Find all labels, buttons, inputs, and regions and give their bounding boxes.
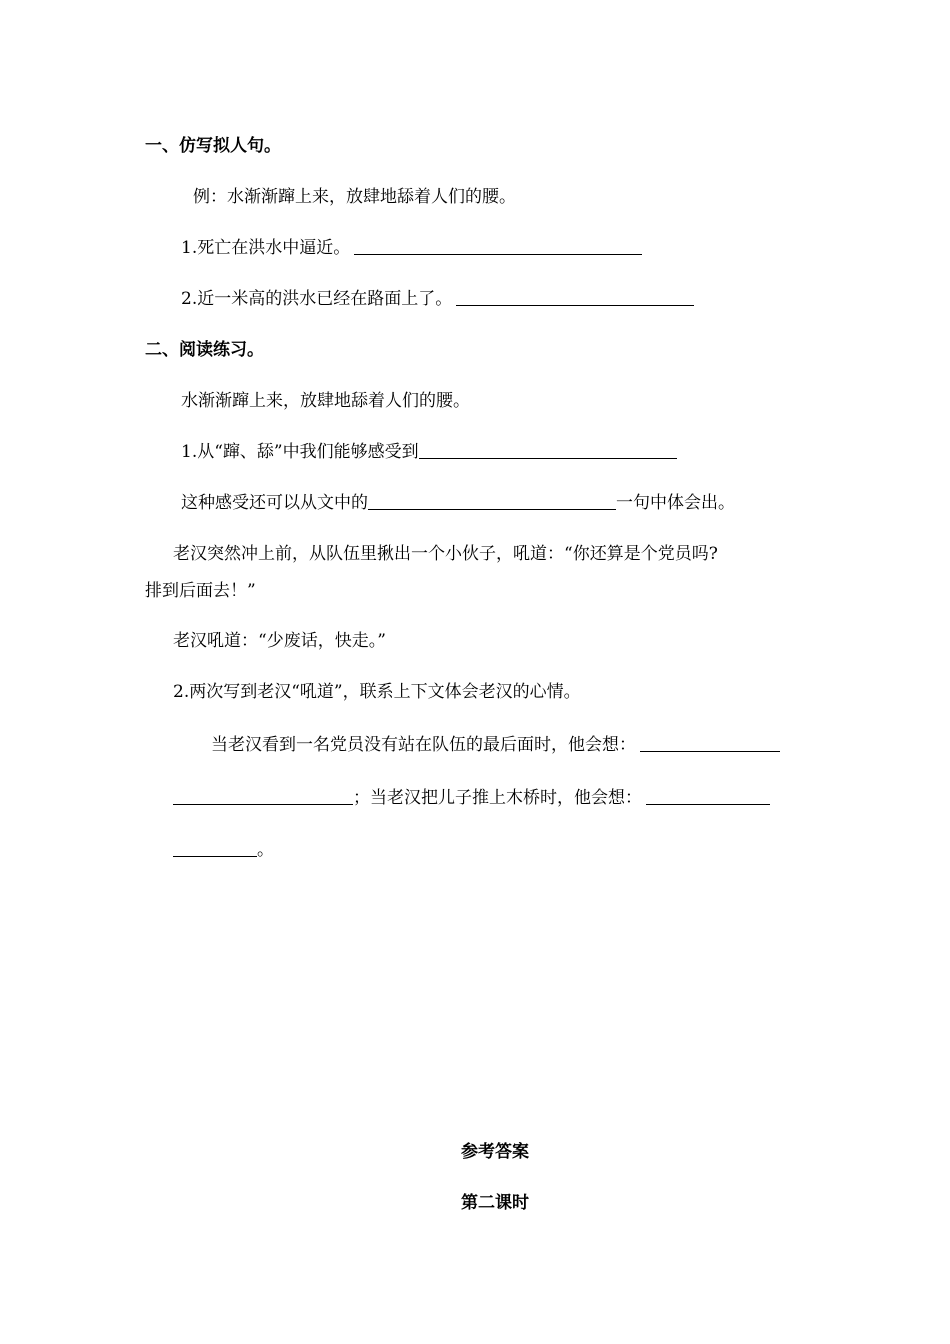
section-heading-2: 二、阅读练习。 [145,340,264,360]
passage-3: 老汉吼道：“少废话，快走。” [173,631,386,651]
answer-blank-2-2b[interactable] [173,786,353,805]
passage-2-line-2: 排到后面去！” [145,581,256,601]
question-2-2-answer-line-2 [173,786,770,810]
question-2-1-part2 [181,491,735,515]
question-1-1-text: 1.死亡在洪水中逼近。 [181,238,351,258]
question-2-2: 2.两次写到老汉“吼道”，联系上下文体会老汉的心情。 [173,682,581,702]
answer-blank-2-2d[interactable] [173,838,257,857]
answers-subtitle: 第二课时 [461,1193,529,1213]
question-2-2-answer-line-3 [173,838,274,862]
answers-title: 参考答案 [461,1142,529,1162]
question-1-2 [181,287,694,311]
question-2-1-prefix: 这种感受还可以从文中的 [181,493,368,513]
answer-line-1-text: 当老汉看到一名党员没有站在队伍的最后面时，他会想： [211,735,636,755]
example-sentence: 例：水渐渐蹿上来，放肆地舔着人们的腰。 [193,187,516,207]
answer-line-3-end: 。 [257,840,274,860]
question-2-2-answer-line-1 [211,733,780,757]
answer-blank-2-1b[interactable] [368,491,616,510]
answer-blank-2-2a[interactable] [640,733,780,752]
question-2-1 [181,440,677,464]
question-2-1-suffix: 一句中体会出。 [616,493,735,513]
answer-blank-2-1a[interactable] [419,440,677,459]
answer-blank-1-2[interactable] [456,287,694,306]
passage-2-line-1: 老汉突然冲上前，从队伍里揪出一个小伙子，吼道：“你还算是个党员吗? [173,544,718,564]
question-1-2-text: 2.近一米高的洪水已经在路面上了。 [181,289,453,309]
section-heading-1: 一、仿写拟人句。 [145,136,281,156]
answer-blank-1-1[interactable] [354,236,642,255]
question-1-1 [181,236,642,260]
answer-blank-2-2c[interactable] [646,786,770,805]
answer-line-2-text: ；当老汉把儿子推上木桥时，他会想： [353,788,642,808]
passage-1: 水渐渐蹿上来，放肆地舔着人们的腰。 [181,391,470,411]
question-2-1-text: 1.从“蹿、舔”中我们能够感受到 [181,442,419,462]
